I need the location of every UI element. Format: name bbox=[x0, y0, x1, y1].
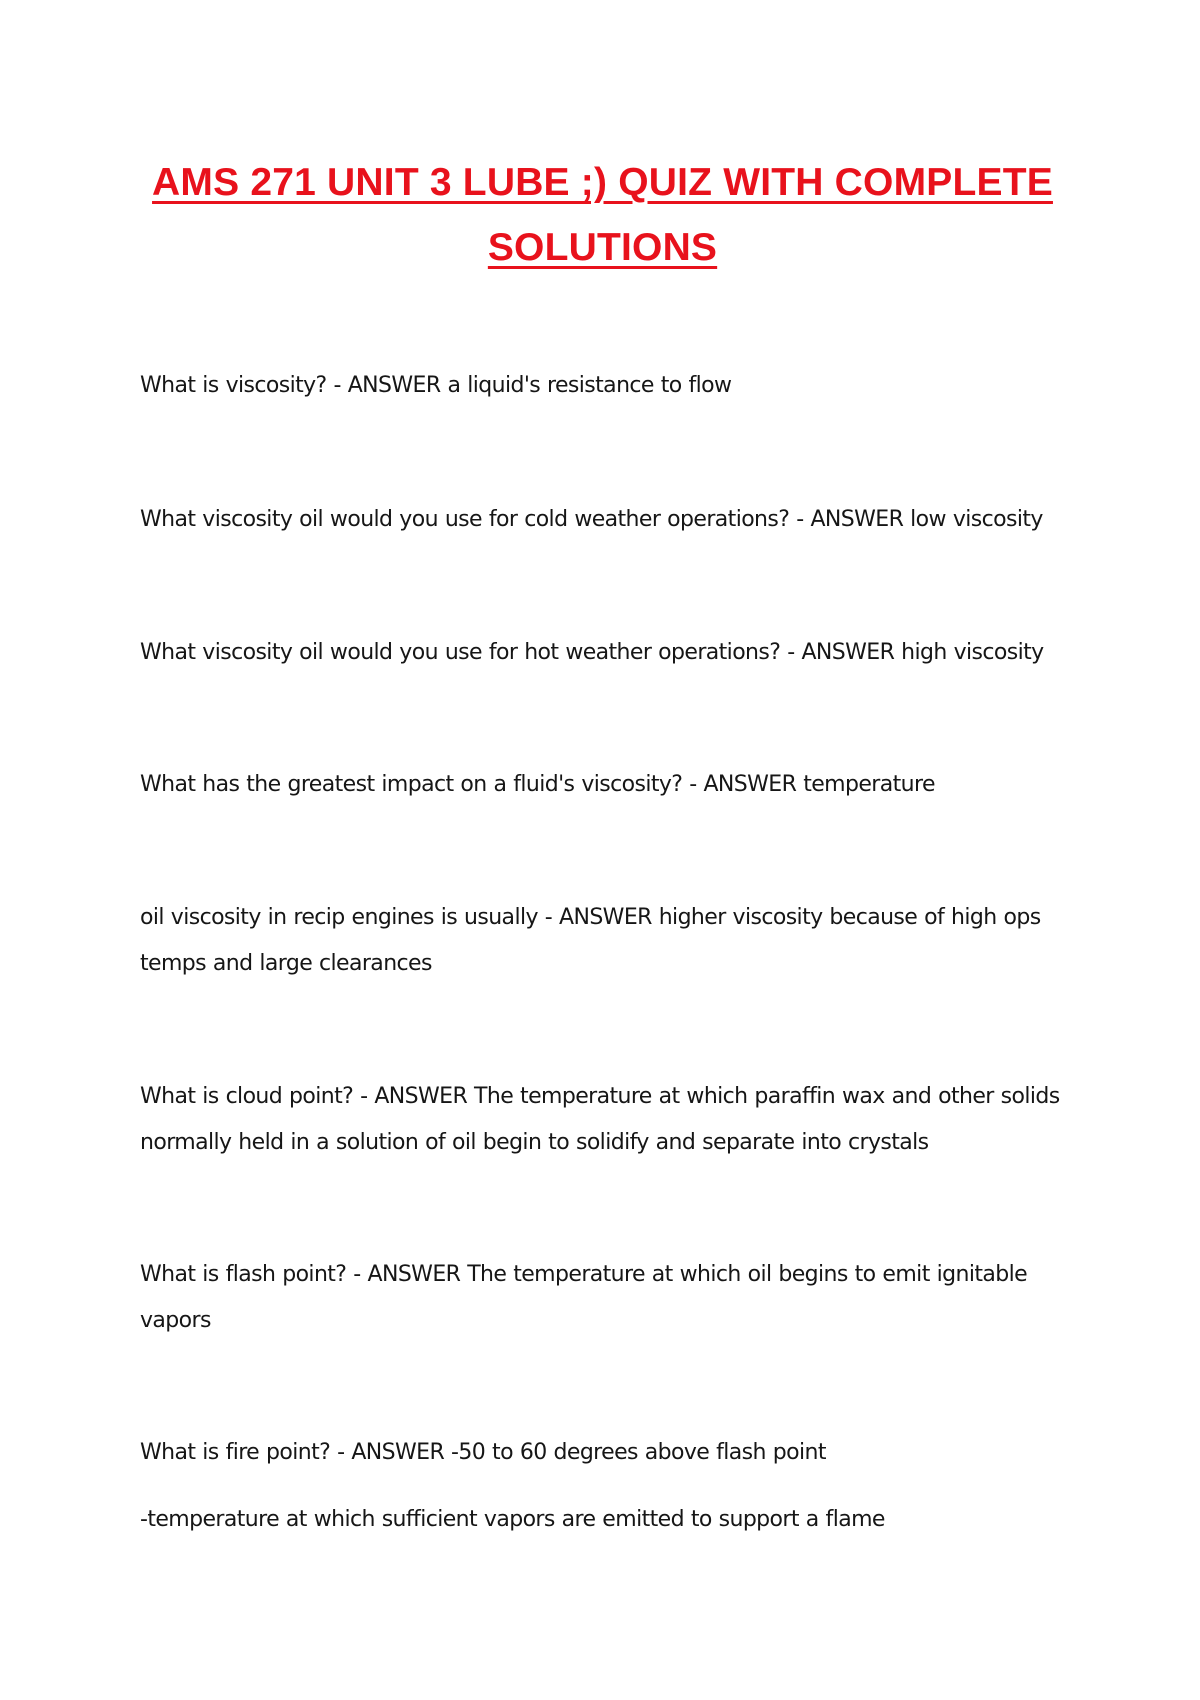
document-title: AMS 271 UNIT 3 LUBE ;) QUIZ WITH COMPLETE SOLUTIONS bbox=[152, 161, 1053, 269]
qa-item-fire-point-detail: -temperature at which sufficient vapors are emitted to support a flame bbox=[140, 1507, 885, 1532]
qa-item-cloud-point: What is cloud point? - ANSWER The temperature at which paraffin wax and other solids normally held in a solution of oil begin to solidify and separate into crystals bbox=[140, 1084, 1060, 1155]
qa-item-greatest-impact: What has the greatest impact on a fluid's viscosity? - ANSWER temperature bbox=[140, 772, 935, 797]
qa-item-fire-point: What is fire point? - ANSWER -50 to 60 degrees above flash point bbox=[140, 1440, 826, 1465]
qa-item-viscosity: What is viscosity? - ANSWER a liquid's resistance to flow bbox=[140, 373, 732, 398]
qa-item-cold-weather: What viscosity oil would you use for cold weather operations? - ANSWER low viscosity bbox=[140, 507, 1043, 532]
qa-item-recip-engines: oil viscosity in recip engines is usually - ANSWER higher viscosity because of high ops temps and large clearances bbox=[140, 905, 1041, 976]
qa-item-hot-weather: What viscosity oil would you use for hot weather operations? - ANSWER high viscosity bbox=[140, 640, 1044, 665]
qa-item-flash-point: What is flash point? - ANSWER The temperature at which oil begins to emit ignitable vapors bbox=[140, 1262, 1028, 1333]
